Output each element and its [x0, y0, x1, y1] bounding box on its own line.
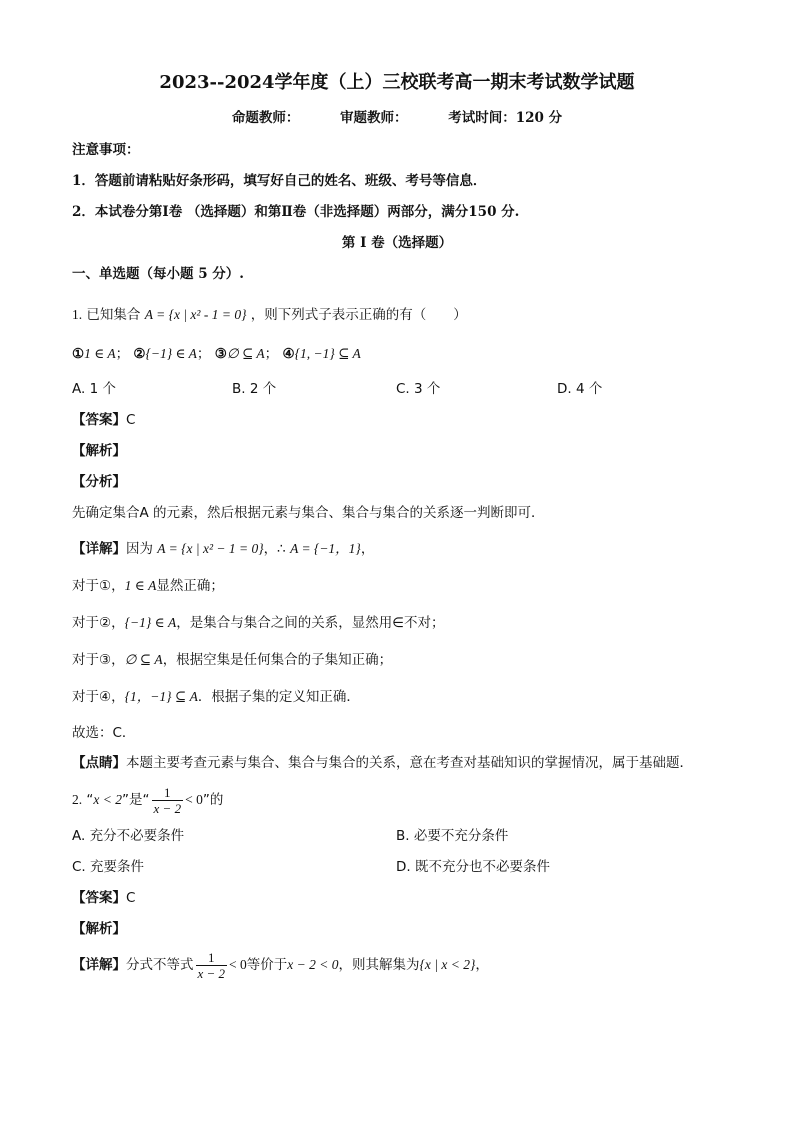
q1-note: [72, 753, 693, 773]
q1-sep-1: ；: [115, 346, 130, 362]
q1-fenxi-tag: 【分析】: [72, 474, 126, 490]
q1-case-3: [72, 650, 392, 670]
q1-jiexi-tag: 【解析】: [72, 443, 126, 459]
q1-case-4-math: {1，−1} ⊆ A: [124, 689, 198, 704]
q2-detail-c: ，则其解集为: [338, 957, 420, 973]
q1-case-2-math: {−1} ∈ A: [124, 615, 177, 630]
q1-expr-3: ∅ ⊆ A: [226, 346, 265, 361]
q1-answer: [72, 410, 135, 430]
q2-lt0: < 0: [185, 792, 203, 807]
q1-circle-1: ①: [72, 346, 85, 362]
q2-detail-lt0: < 0: [229, 957, 247, 972]
exam-time: 考试时间：120 分: [448, 110, 563, 126]
q1-fenxi-text: 先确定集合A 的元素，然后根据元素与集合、集合与集合的关系逐一判断即可．: [72, 505, 545, 521]
q1-stem-b: ，则下列式子表示正确的有（ ）: [250, 307, 467, 323]
q1-case-4: [72, 687, 360, 707]
q2-detail-d: ，: [475, 957, 489, 973]
reviewer-label: 审题教师：: [340, 110, 408, 126]
exam-title: 2023--2024学年度（上）三校联考高一期末考试数学试题: [159, 72, 635, 93]
q2-detail-b: 等价于: [246, 957, 288, 973]
q2-detail-frac-den: x − 2: [197, 966, 226, 981]
q1-case-1-a: 对于①，: [72, 578, 125, 594]
q1-case-1-b: 显然正确；: [156, 578, 224, 594]
q2-cond-1: x < 2: [93, 792, 123, 807]
volume-heading: 第 I 卷（选择题）: [341, 235, 453, 251]
q2-quote-mid: ”是“: [122, 792, 150, 808]
setter-label: 命题教师：: [231, 110, 300, 126]
q2-option-b: B. 必要不充分条件: [396, 828, 509, 844]
q1-detail: [72, 539, 374, 559]
q1-detail-result: A = {−1，1}: [290, 541, 361, 556]
q2-detail-ineq: x − 2 < 0: [287, 957, 339, 972]
q1-case-1: [72, 576, 224, 596]
q1-option-d: D. 4 个: [557, 381, 603, 397]
q1-sep-2: ；: [196, 346, 211, 362]
q2-jiexi-tag: 【解析】: [72, 921, 126, 937]
q1-answer-value: C: [126, 412, 136, 428]
q2-detail-tag: 【详解】: [72, 957, 126, 973]
q1-expr-4: {1, −1} ⊆ A: [294, 346, 361, 361]
q1-detail-tag: 【详解】: [72, 541, 126, 557]
q2-detail-frac-num: 1: [208, 950, 215, 965]
q1-option-b: B. 2 个: [232, 381, 277, 397]
q1-note-tag: 【点睛】: [72, 755, 126, 771]
q2-quote-close: ”的: [202, 792, 224, 808]
q2-option-c: C. 充要条件: [72, 859, 145, 875]
q1-detail-c: ，: [360, 541, 375, 557]
q2-stem: [72, 783, 223, 817]
q1-case-3-a: 对于③，: [72, 652, 125, 668]
q2-detail-set: {x | x < 2}: [419, 957, 476, 972]
q1-case-2-b: ，是集合与集合之间的关系，显然用∈不对；: [176, 615, 445, 631]
q1-statements: [72, 344, 361, 364]
q2-option-a: A. 充分不必要条件: [72, 828, 185, 844]
q1-case-3-math: ∅ ⊆ A: [124, 652, 163, 667]
q1-circle-4: ④: [282, 346, 295, 362]
q2-frac-num: 1: [164, 785, 171, 800]
q2-answer-value: C: [126, 890, 136, 906]
q1-case-2: [72, 613, 445, 633]
note-item-1: 1．答题前请粘贴好条形码，填写好自己的姓名、班级、考号等信息．: [72, 173, 487, 189]
q2-detail-a: 分式不等式: [126, 957, 194, 973]
q2-detail: [72, 948, 489, 982]
q2-detail-fraction: [196, 950, 228, 981]
q2-number: 2.: [72, 792, 83, 807]
q2-answer-tag: 【答案】: [72, 890, 126, 906]
q1-stem-a: 已知集合: [86, 307, 141, 323]
q1-detail-a: 因为: [126, 541, 153, 557]
q1-sep-3: ；: [264, 346, 279, 362]
q2-quote-open: “: [86, 792, 94, 808]
q1-case-4-b: ．根据子集的定义知正确．: [197, 689, 360, 705]
q1-number: 1.: [72, 307, 83, 322]
q1-choose: 故选：C．: [72, 725, 136, 741]
q1-stem: [72, 305, 467, 325]
q1-expr-1: 1 ∈ A: [84, 346, 116, 361]
q1-detail-set: A = {x | x² − 1 = 0}: [157, 541, 264, 556]
q1-set-def: A = {x | x² - 1 = 0}: [144, 307, 247, 322]
q1-case-3-b: ，根据空集是任何集合的子集知正确；: [162, 652, 393, 668]
q1-case-1-math: 1 ∈ A: [124, 578, 157, 593]
q1-expr-2: {−1} ∈ A: [145, 346, 197, 361]
q1-case-4-a: 对于④，: [72, 689, 125, 705]
exam-subtitle: [0, 108, 794, 128]
q2-frac-den: x − 2: [153, 801, 182, 816]
q1-detail-b: ，∴: [263, 541, 286, 557]
note-item-2: 2．本试卷分第Ⅰ卷 （选择题）和第Ⅱ卷（非选择题）两部分，满分150 分.: [72, 204, 520, 220]
notes-heading: 注意事项：: [72, 142, 140, 158]
q1-circle-3: ③: [214, 346, 227, 362]
q2-option-d: D. 既不充分也不必要条件: [396, 859, 550, 875]
q1-option-c: C. 3 个: [396, 381, 441, 397]
q1-circle-2: ②: [133, 346, 146, 362]
q1-option-a: A. 1 个: [72, 381, 116, 397]
q1-case-2-a: 对于②，: [72, 615, 125, 631]
part-heading: 一、单选题（每小题 5 分）.: [72, 266, 244, 282]
q1-note-text: 本题主要考查元素与集合、集合与集合的关系，意在考查对基础知识的掌握情况，属于基础题．: [126, 755, 693, 771]
q2-answer: [72, 888, 135, 908]
q2-fraction: [152, 785, 184, 816]
q1-answer-tag: 【答案】: [72, 412, 126, 428]
